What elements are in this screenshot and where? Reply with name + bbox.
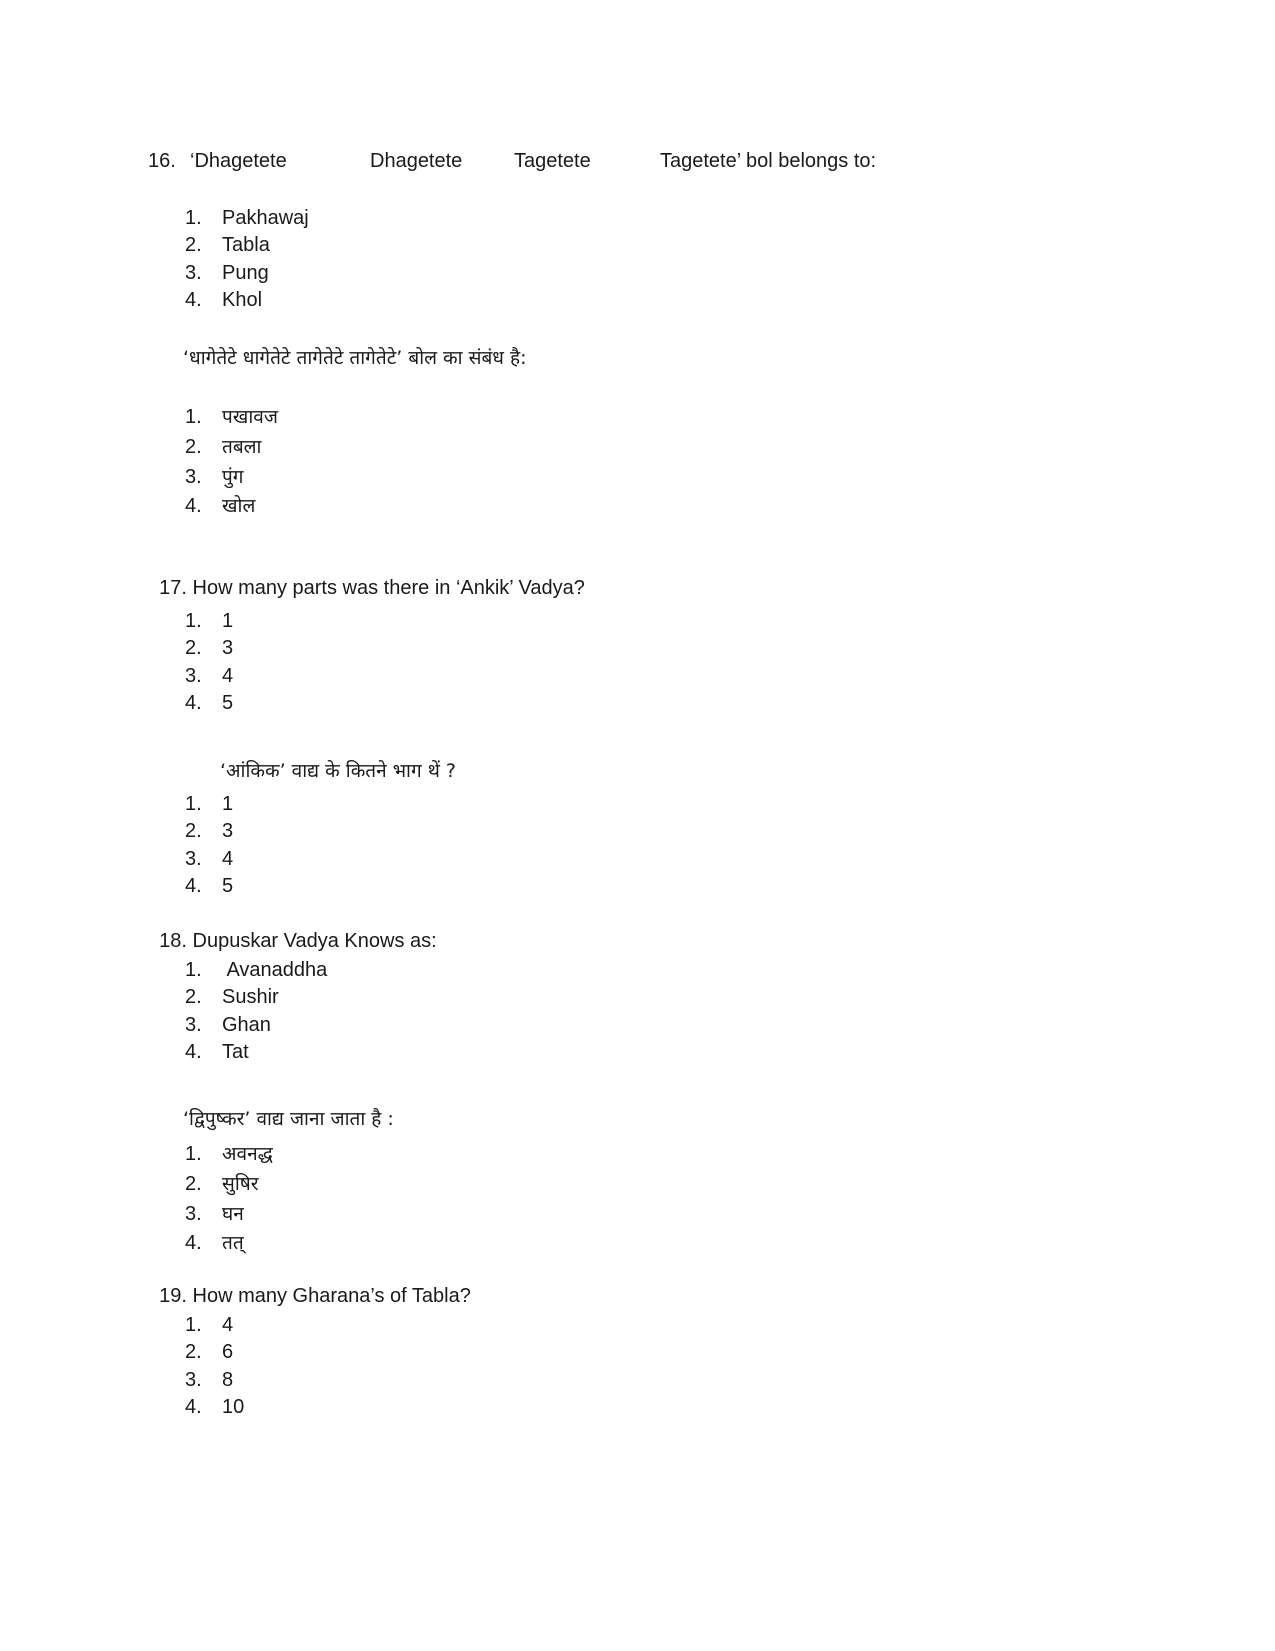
option-text: Avanaddha bbox=[222, 959, 328, 981]
option-number: 3. bbox=[185, 466, 202, 488]
question-number: 18. bbox=[159, 930, 187, 952]
option-number: 2. bbox=[185, 1173, 202, 1195]
option-text: 3 bbox=[222, 820, 234, 842]
bol-part-4: Tagetete’ bol belongs to: bbox=[660, 150, 877, 172]
option-number: 4. bbox=[185, 1232, 202, 1254]
option-text: 5 bbox=[222, 692, 234, 714]
option-text: 4 bbox=[222, 665, 234, 687]
option-text: 8 bbox=[222, 1369, 234, 1391]
option-number: 4. bbox=[185, 692, 202, 714]
option-number: 3. bbox=[185, 262, 202, 284]
option-number: 3. bbox=[185, 1369, 202, 1391]
option-text: खोल bbox=[222, 495, 256, 517]
option-text: पुंग bbox=[222, 466, 244, 488]
option-number: 2. bbox=[185, 234, 202, 256]
question-17-hindi: ‘आंकिक’ वाद्य के कितने भाग थें ? bbox=[220, 760, 456, 782]
option-number: 1. bbox=[185, 207, 202, 229]
question-17 bbox=[148, 549, 585, 601]
option-text: 4 bbox=[222, 848, 234, 870]
option-text: 4 bbox=[222, 1314, 234, 1336]
option-number: 3. bbox=[185, 665, 202, 687]
option-number: 1. bbox=[185, 959, 202, 981]
option-number: 2. bbox=[185, 1341, 202, 1363]
option-number: 4. bbox=[185, 875, 202, 897]
option-number: 4. bbox=[185, 1396, 202, 1418]
option-text: Khol bbox=[222, 289, 263, 311]
option-number: 4. bbox=[185, 495, 202, 517]
option-text: तबला bbox=[222, 436, 262, 458]
option-text: 6 bbox=[222, 1341, 234, 1363]
option-text: Ghan bbox=[222, 1014, 271, 1036]
option-text: Tabla bbox=[222, 234, 270, 256]
question-18-hindi: ‘द्विपुष्कर’ वाद्य जाना जाता है : bbox=[183, 1108, 394, 1130]
option-number: 1. bbox=[185, 406, 202, 428]
option-text: अवनद्ध bbox=[222, 1143, 273, 1165]
option-text: 5 bbox=[222, 875, 234, 897]
question-number: 19. bbox=[159, 1285, 187, 1307]
option-text: Tat bbox=[222, 1041, 249, 1063]
option-number: 3. bbox=[185, 848, 202, 870]
option-text: घन bbox=[222, 1203, 244, 1225]
question-number: 17. bbox=[159, 577, 187, 599]
bol-part-3: Tagetete bbox=[514, 150, 591, 172]
option-text: Pakhawaj bbox=[222, 207, 309, 229]
option-number: 2. bbox=[185, 637, 202, 659]
option-number: 1. bbox=[185, 793, 202, 815]
option-number: 2. bbox=[185, 986, 202, 1008]
question-16 bbox=[148, 148, 948, 174]
question-16-hindi: ‘धागेतेटे धागेतेटे तागेतेटे तागेतेटे’ बोल का संबंध है: bbox=[183, 347, 527, 369]
question-19 bbox=[148, 1257, 471, 1309]
option-text: पखावज bbox=[222, 406, 278, 428]
option-text: 1 bbox=[222, 793, 234, 815]
bol-part-1: ‘Dhagetete bbox=[190, 150, 287, 172]
option-number: 1. bbox=[185, 610, 202, 632]
option-text: 3 bbox=[222, 637, 234, 659]
question-text: Dupuskar Vadya Knows as: bbox=[192, 930, 437, 952]
option-text: तत् bbox=[222, 1232, 244, 1254]
option-number: 3. bbox=[185, 1203, 202, 1225]
option-number: 2. bbox=[185, 436, 202, 458]
question-18 bbox=[148, 902, 437, 954]
question-text: How many Gharana’s of Tabla? bbox=[192, 1285, 471, 1307]
option-number: 1. bbox=[185, 1314, 202, 1336]
option-text: 1 bbox=[222, 610, 234, 632]
option-text: Sushir bbox=[222, 986, 279, 1008]
bol-part-2: Dhagetete bbox=[370, 150, 463, 172]
option-number: 2. bbox=[185, 820, 202, 842]
option-number: 3. bbox=[185, 1014, 202, 1036]
question-number: 16. bbox=[148, 150, 176, 172]
option-number: 4. bbox=[185, 1041, 202, 1063]
option-text: सुषिर bbox=[222, 1173, 259, 1195]
question-text: How many parts was there in ‘Ankik’ Vadya? bbox=[192, 577, 585, 599]
option-number: 1. bbox=[185, 1143, 202, 1165]
option-text: Pung bbox=[222, 262, 269, 284]
option-number: 4. bbox=[185, 289, 202, 311]
option-text: 10 bbox=[222, 1396, 245, 1418]
